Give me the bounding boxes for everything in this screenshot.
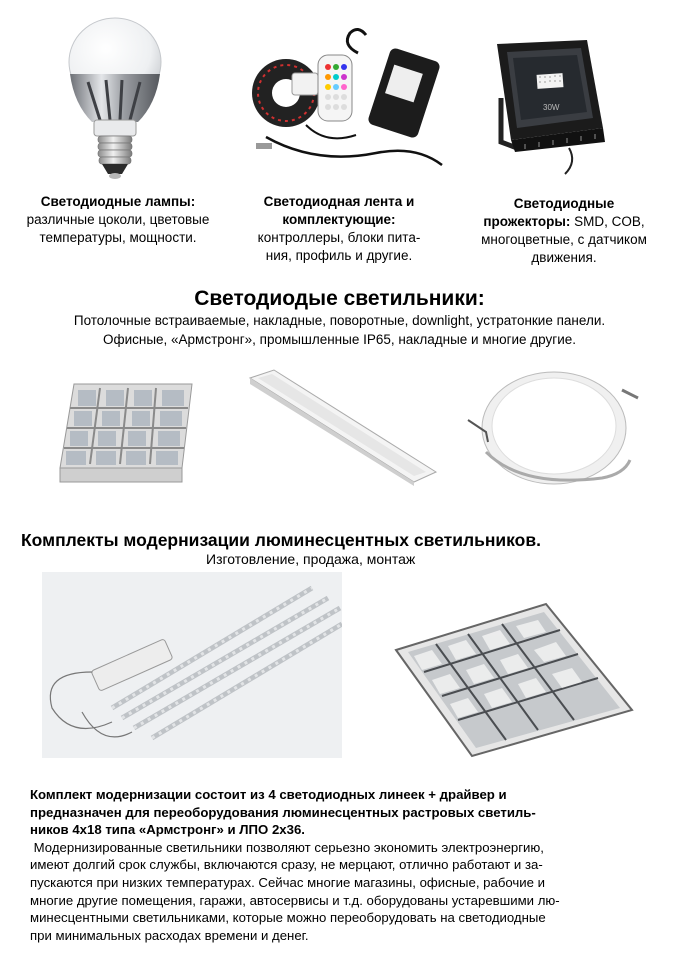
- description-line-1: Модернизированные светильники позволяют серьезно экономить электроэнергию,: [30, 839, 544, 855]
- led-kit-image: [42, 572, 342, 758]
- led-strip-desc-line-2: ния, профиль и другие.: [265, 248, 413, 263]
- led-strip-kit-image: [246, 25, 446, 185]
- fixtures-line-1: Потолочные встраиваемые, накладные, поворотные, downlight, устратонкие панели.: [73, 313, 606, 328]
- armstrong-fixture-image: [56, 378, 196, 488]
- led-bulbs-desc-line-2: температуры, мощности.: [39, 230, 197, 245]
- floodlight-wattage-label: 30W: [543, 103, 560, 112]
- led-strip-title-line-1: Светодиодная лента и: [263, 194, 415, 209]
- description-line-4: многие другие помещения, гаражи, автосервисы и т.д. оборудованы устаревшими лю-: [30, 892, 560, 908]
- floodlights-title-line-2: прожекторы:: [483, 214, 571, 229]
- led-strip-desc-line-1: контроллеры, блоки пита-: [257, 230, 421, 245]
- led-bulbs-desc-line-1: различные цоколи, цветовые: [26, 212, 210, 227]
- led-strip-caption: [236, 193, 442, 265]
- fixtures-line-2: Офисные, «Армстронг», промышленные IP65, накладные и многие другие.: [102, 332, 577, 347]
- floodlights-title-line-1: Светодиодные: [513, 196, 615, 211]
- raster-fixture-image: [388, 598, 636, 758]
- floodlights-caption: [450, 195, 678, 267]
- fixtures-heading: Светодиодые светильники:: [194, 287, 485, 310]
- description-bold-line-1: Комплект модернизации состоит из 4 светодиодных линеек + драйвер и: [30, 787, 507, 802]
- led-bulbs-title: Светодиодные лампы:: [40, 194, 196, 209]
- kits-heading: Комплекты модернизации люминесцентных светильников.: [21, 530, 541, 550]
- floodlights-desc-inline: SMD, COB,: [570, 214, 645, 229]
- floodlights-desc-line-2: движения.: [531, 250, 597, 265]
- description-line-2: имеют долгий срок службы, включаются сразу, не мерцают, отлично работают и за-: [30, 857, 543, 873]
- description-bold-line-2: предназначен для переоборудования люминесцентных растровых светиль-: [30, 804, 536, 820]
- floodlights-desc-line-1: многоцветные, с датчиком: [481, 232, 647, 247]
- description-bold-line-3: ников 4х18 типа «Армстронг» и ЛПО 2х36.: [30, 822, 305, 838]
- led-floodlight-image: [495, 38, 615, 178]
- linear-fixture-image: [244, 368, 440, 488]
- description-line-3: пускаются при низких температурах. Сейчас многие магазины, офисные, рабочие и: [30, 874, 546, 890]
- kits-subheading: Изготовление, продажа, монтаж: [206, 551, 416, 567]
- led-bulbs-caption: [0, 193, 236, 247]
- led-strip-title-line-2: комплектующие:: [282, 212, 396, 227]
- led-bulb-image: [60, 12, 170, 182]
- description-line-6: при минимальных расходах времени и денег.: [30, 927, 309, 943]
- description-line-5: минесцентными светильниками, которые можно переоборудовать на светодиодные: [30, 910, 546, 926]
- description-block: [30, 786, 670, 944]
- round-panel-image: [462, 370, 642, 490]
